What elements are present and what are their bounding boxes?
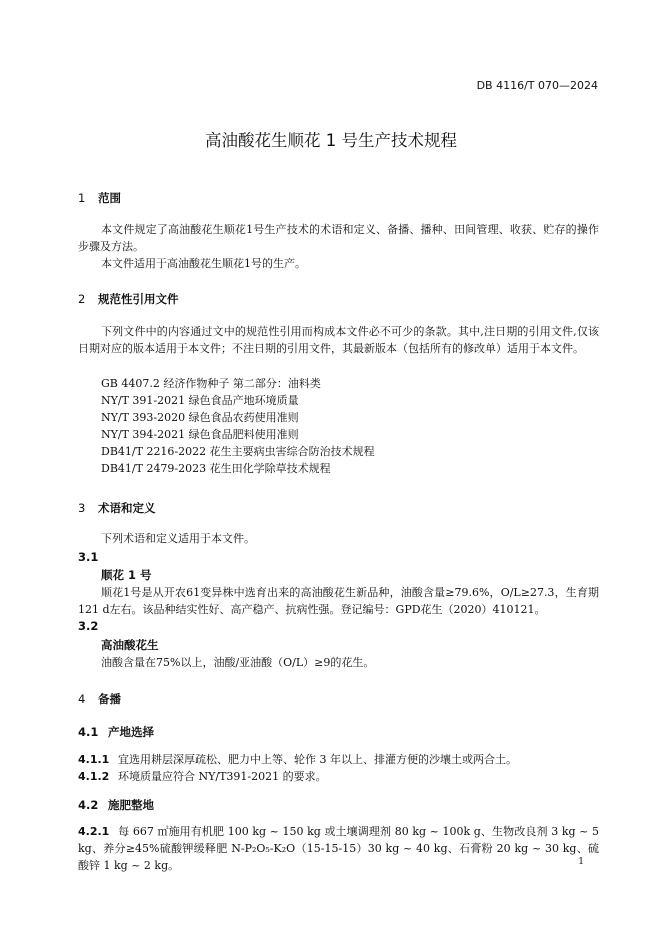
term-1-number: 3.1: [78, 550, 99, 564]
section-4-heading: [78, 691, 121, 707]
term-2-number: 3.2: [78, 619, 99, 633]
section-1-heading: [78, 190, 121, 206]
clause-4-1-2: [78, 768, 599, 785]
clause-text: 环境质量应符合 NY/T391-2021 的要求。: [118, 770, 327, 783]
reference-item: DB41/T 2479-2023 花生田化学除草技术规程: [101, 462, 331, 475]
subsection-4-1-heading: [78, 724, 154, 740]
section-title: 规范性引用文件: [98, 292, 179, 306]
terms-intro: 下列术语和定义适用于本文件。: [101, 532, 255, 545]
term-2-name: 高油酸花生: [101, 638, 159, 652]
subsection-4-2-heading: [78, 797, 154, 813]
clause-text: 宜选用耕层深厚疏松、肥力中上等、轮作 3 年以上、排灌方便的沙壤土或两合土。: [118, 753, 517, 766]
subsection-number: 4.1: [78, 725, 99, 739]
document-number: DB 4116/T 070—2024: [476, 79, 598, 92]
page-number: 1: [578, 857, 584, 867]
section-number: 2: [78, 292, 86, 306]
reference-item: NY/T 393-2020 绿色食品农药使用准则: [101, 411, 299, 424]
clause-text: 每 667 ㎡施用有机肥 100 kg ~ 150 kg 或土壤调理剂 80 kg ~ 100k g、生物改良剂 3 kg ~ 5 kg、养分≥45%硫酸钾缓释肥 N-P₂O₅-K₂O（15-15-15）30 kg ~ 40 kg、石膏粉 20 kg ~ 30 kg、硫酸锌 1 kg ~ 2 kg。: [78, 825, 599, 872]
section-1-paragraph-2: 本文件适用于高油酸花生顺花1号的生产。: [101, 257, 306, 270]
section-number: 1: [78, 191, 86, 205]
reference-item: NY/T 391-2021 绿色食品产地环境质量: [101, 394, 299, 407]
term-1-name: 顺花 1 号: [101, 568, 152, 582]
section-number: 3: [78, 501, 86, 515]
clause-4-2-1: [78, 823, 599, 874]
clause-number: 4.2.1: [78, 825, 110, 838]
subsection-title: 产地选择: [108, 725, 154, 739]
clause-number: 4.1.1: [78, 753, 110, 766]
clause-number: 4.1.2: [78, 770, 110, 783]
section-3-heading: [78, 500, 156, 516]
reference-item: NY/T 394-2021 绿色食品肥料使用准则: [101, 428, 299, 441]
reference-item: GB 4407.2 经济作物种子 第二部分：油料类: [101, 377, 321, 390]
section-title: 术语和定义: [98, 501, 156, 515]
subsection-title: 施肥整地: [108, 798, 154, 812]
reference-item: DB41/T 2216-2022 花生主要病虫害综合防治技术规程: [101, 445, 375, 458]
section-number: 4: [78, 692, 86, 706]
section-2-paragraph: 下列文件中的内容通过文中的规范性引用而构成本文件必不可少的条款。其中,注日期的引用文件,仅该日期对应的版本适用于本文件；不注日期的引用文件，其最新版本（包括所有的修改单）适用于本文件。: [78, 325, 599, 355]
section-2-heading: [78, 291, 179, 307]
section-1-paragraph-1: 本文件规定了高油酸花生顺花1号生产技术的术语和定义、备播、播种、田间管理、收获、贮存的操作步骤及方法。: [78, 223, 599, 253]
clause-4-1-1: [78, 751, 599, 768]
document-title: 高油酸花生顺花 1 号生产技术规程: [205, 131, 457, 150]
subsection-number: 4.2: [78, 798, 99, 812]
term-1-definition: 顺花1号是从开农61变异株中选育出来的高油酸花生新品种，油酸含量≥79.6%，O/L≥27.3，生育期121 d左右。该品种结实性好、高产稳产、抗病性强。登记编号：GPD花生（2020）410121。: [78, 586, 599, 616]
section-title: 备播: [98, 692, 121, 706]
term-2-definition: 油酸含量在75%以上，油酸/亚油酸（O/L）≥9的花生。: [101, 656, 375, 669]
section-title: 范围: [98, 191, 121, 205]
